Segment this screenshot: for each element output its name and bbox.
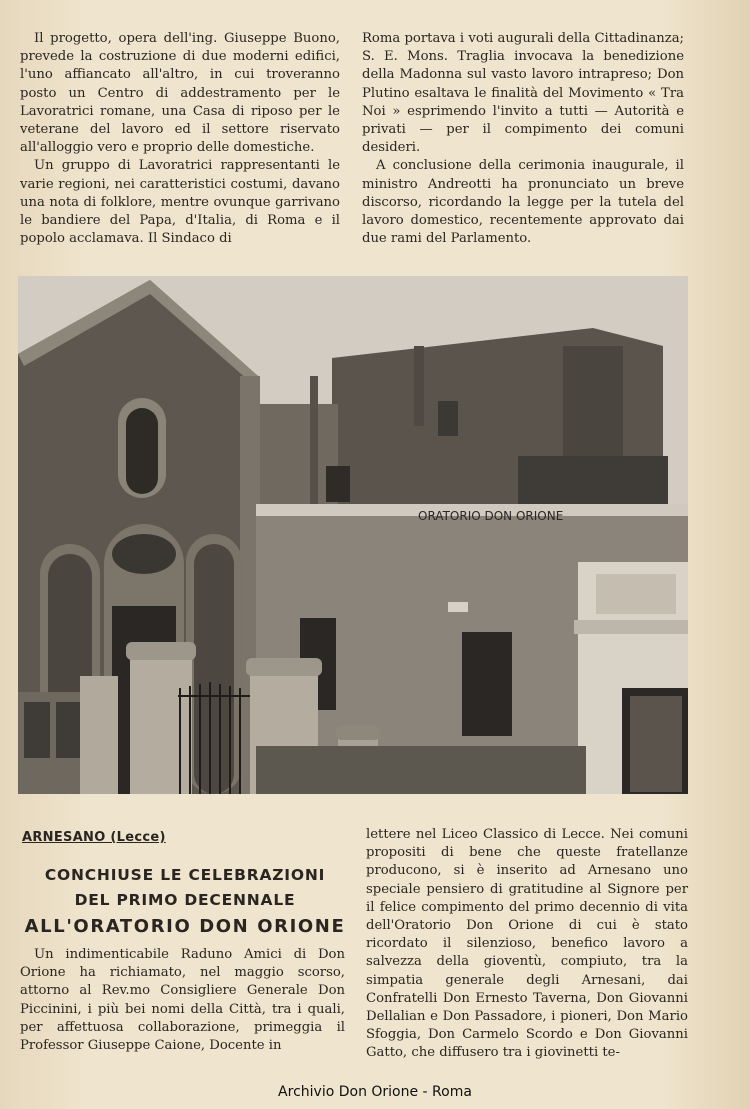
paragraph: lettere nel Liceo Classico di Lecce. Nei comuni propositi di bene che queste fratellanze producono, si è inserito ad Arnesano uno speciale pensiero di gratitudine al Signore per il felice compimento del primo decennio di vita dell'Oratorio Don Orione di cui è stato ricordato il silenzioso, benefico lavoro a salvezza della gioventù, compiuto, tra la simpatia generale degli Arnesani, dai Confratelli Don Ernesto Taverna, Don Giovanni Dellalian e Don Passadore, i pioneri, Don Mario Sfoggia, Don Carmelo Scordo e Don Giovanni Gatto, che diffusero tra i giovinetti te-: [366, 827, 688, 1061]
headline-line-2: DEL PRIMO DECENNALE: [74, 891, 296, 909]
oratorio-sign: ORATORIO DON ORIONE: [418, 509, 564, 523]
location-label: ARNESANO (Lecce): [22, 830, 166, 845]
paragraph: A conclusione della cerimonia inaugurale, il ministro Andreotti ha pronunciato un breve discorso, ricordando la legge per la tutela del lavoro domestico, recentemente approvato dai due rami del Parlamento.: [362, 158, 684, 247]
paragraph: Il progetto, opera dell'ing. Giuseppe Buono, prevede la costruzione di due moderni edifici, l'uno affiancato all'altro, in cui troveranno posto un Centro di addestramento per le Lavoratrici romane, una Casa di riposo per le veterane del lavoro ed il settore riservato all'alloggio vero e proprio delle domestiche.: [20, 31, 340, 156]
paragraph: Roma portava i voti augurali della Cittadinanza; S. E. Mons. Traglia invocava la benedizione della Madonna sul vasto lavoro intrapreso; Don Plutino esaltava le finalità del Movimento « Tra Noi » esprimendo l'invito a tutti — Autorità e privati — per il compimento dei comuni desideri.: [362, 31, 684, 156]
paragraph: Un gruppo di Lavoratrici rappresentanti le varie regioni, nei caratteristici costumi, davano una nota di folklore, mentre ovunque garrivano le bandiere del Papa, d'Italia, di Roma e il popolo acclamava. Il Sindaco di: [20, 158, 340, 247]
headline-line-1: CONCHIUSE LE CELEBRAZIONI: [44, 866, 326, 884]
headline-line-3: ALL'ORATORIO DON ORIONE: [24, 916, 346, 937]
archive-footer: Archivio Don Orione - Roma: [278, 1084, 472, 1100]
oratorio-photo: [18, 276, 688, 794]
article-body-right: [366, 826, 688, 1063]
paragraph: Un indimenticabile Raduno Amici di Don Orione ha richiamato, nel maggio scorso, attorno al Rev.mo Consigliere Generale Don Piccinini, i più bei nomi della Città, tra i quali, per affettuosa collaborazione, primeggia il Professor Giuseppe Caione, Docente in: [20, 947, 345, 1054]
top-right-column: [362, 30, 684, 248]
top-left-column: [20, 30, 340, 248]
article-body-left: [20, 946, 345, 1055]
